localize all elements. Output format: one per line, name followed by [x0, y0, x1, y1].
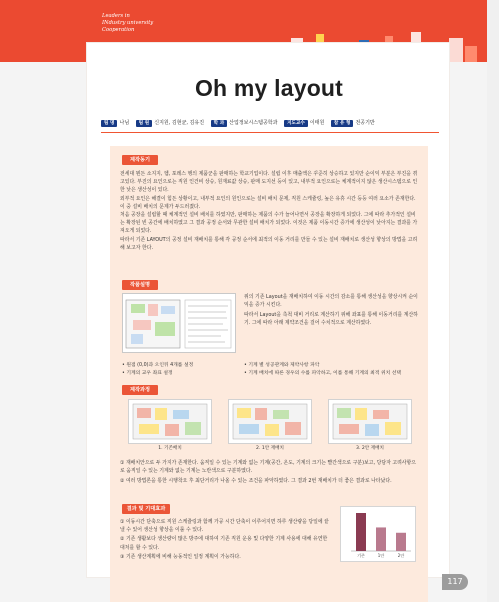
- figure-caption: 3. 2안 재배치: [356, 446, 384, 451]
- tagline-line: Leaders in: [102, 13, 130, 19]
- layout-figure-1: [128, 399, 212, 444]
- type-badge: 참 유 형: [331, 120, 354, 127]
- bullet-item: 위의 기존 Layout을 재배치하여 이동 시간의 감소를 통해 생산성을 향상시켜 순이익을 증가 시킨다.: [244, 294, 418, 309]
- chart-bar: [396, 533, 406, 551]
- process-notes: [120, 459, 418, 486]
- bullet-item: 따라서 Layout을 측척 대비 거리로 계산하기 위해 좌표를 통해 이동거리를 계산하기. 그에 따라 아래 제약조건을 걸어 수치적으로 계산하였다.: [244, 312, 418, 327]
- list-item: • 기계 별 성공관계와 제약사항 파악: [244, 363, 320, 368]
- tagline-line: Cooperation: [102, 27, 135, 33]
- result-item: ③ 기존 생산계획에 비해 능동적인 일정 계획이 가능하다.: [120, 553, 241, 560]
- list-item: • 기계 배치에 따른 경우의 수를 파악하고, 이를 통해 기계의 최적 위치 선택: [244, 371, 402, 376]
- paragraph: 처음 공장을 설립할 때 체계적인 설비 배치를 하였지만, 판매하는 제품의 수가 늘어나면서 공장을 확장하게 되었다. 그에 따라 추가적인 설비는 확장된 빈 공간에 배치하였고 그 결과 공정 순서와 무관한 설비 배치가 되었다. 이것은 제품 이동시간 증가에 생산성이 낮아지는 결과를 가져오게 되었다.: [120, 212, 418, 235]
- divider: [101, 132, 439, 133]
- figure-row: [122, 399, 420, 453]
- paragraph: 따라서 기존 LAYOUT의 공정 설비 재배치를 통해 각 공정 순서에 최적의 이동 거리를 만들 수 있는 설비 재배치로 생산성 향상의 방법을 고려해 보고자 한다.: [120, 236, 418, 251]
- figure-caption: 1. 기존배치: [158, 446, 182, 451]
- chart-bar: [356, 513, 366, 551]
- department: 산업정보시스템공학과: [229, 120, 278, 126]
- paragraph: 외부적 요인은 해결이 힘든 상황이고, 내부적 요인의 원인으로는 설비 배치 문제, 직원 스케쥴링, 높은 유휴 시간 등등 여러 요소가 존재한다. 이 중 설비 배치의 문제가 두드러졌다.: [120, 195, 416, 210]
- members-badge: 팀 원: [136, 120, 152, 127]
- chart-bar: [376, 527, 386, 551]
- project-type: 전공기반: [355, 120, 375, 126]
- layout-figure-2: [228, 399, 312, 444]
- layout-diagram: [122, 293, 236, 353]
- section-label-background: 제작동기: [122, 155, 158, 165]
- figure-caption: 2. 1안 재배치: [256, 446, 284, 451]
- team-members: 신지원, 김현균, 김유진: [154, 120, 205, 126]
- page-title: Oh my layout: [194, 75, 344, 101]
- condition-list-left: [122, 362, 240, 378]
- side-strip: [487, 0, 499, 602]
- section-label-process: 제작과정: [122, 385, 158, 395]
- team-info-row: [101, 117, 441, 129]
- condition-list-right: [244, 362, 420, 378]
- header-tagline: [102, 13, 192, 34]
- section-label-design: 작품설명: [122, 280, 158, 290]
- design-bullets: [244, 293, 420, 329]
- team-name: 나님: [119, 120, 130, 126]
- results-list: [120, 518, 332, 561]
- chart-tick-label: 1안: [377, 553, 385, 558]
- chart-tick-label: 2안: [397, 553, 405, 558]
- team-badge: 팀 명: [101, 120, 117, 127]
- page-number: 117: [442, 574, 468, 590]
- tagline-line: INdustry university: [102, 20, 154, 26]
- chart-tick-label: 기존: [357, 553, 365, 558]
- result-chart: [340, 506, 416, 562]
- paragraph: 전세대 뭔든 소지지, 헴, 포레스 행의 제품군을 판매하는 학교기업이다. 설립 이후 매출액은 꾸준히 상승하고 있지만 순이익 부분은 부진을 겪고있다. 부진의 요인으로는 직원 인건비 상승, 원재료값 상승, 판매 도지선 등이 있고, 내부적 요인으로는 체계적이지 않은 생산시스템으로 인한 낮은 생산성이 있다.: [120, 171, 418, 194]
- department-badge: 학 과: [211, 120, 227, 127]
- note: ① 재배치안으로 두 가지가 존재한다. 움직일 수 있는 기계와 없는 기계(공간, 온도, 기계의 크기는 빨간색으로 구분)보고, 당담자 고려사항으로 움직일 수 있는 기계와 없는 기계는 노란색으로 구분하였다.: [120, 460, 416, 475]
- list-item: • 원점 (0,0)과 오인뒤 4개를 설정: [122, 363, 194, 368]
- section-label-results: 결과 및 기대효과: [122, 504, 170, 514]
- background-text: [120, 170, 418, 252]
- bar-chart: [341, 507, 415, 561]
- advisor-badge: 지도교수: [284, 120, 308, 127]
- result-item: ① 이동시간 단축으로 직원 스케쥴링과 함께 가공 시간 단축이 이루어지면 하루 생산량을 당일에 끝낼 수 있어 생산성 향상을 이룰 수 있다.: [120, 519, 329, 534]
- result-item: ② 기존 생활보다 생산량이 많은 방주에 대하여 기존 직원 운용 및 다양한 기계 사용에 대해 유연한 대처를 할 수 있다.: [120, 536, 328, 551]
- layout-figure-3: [328, 399, 412, 444]
- note: ② 여러 방법론을 통한 시행착오 후 최단거리가 나올 수 있는 조건을 파악하였다. 그 결과 2번 재배치가 더 좋은 결과로 나타났다.: [120, 478, 392, 485]
- floorplan-graphic: [123, 294, 235, 352]
- list-item: • 기계의 교우 좌표 설정: [122, 371, 173, 376]
- advisor: 이태원: [309, 120, 325, 126]
